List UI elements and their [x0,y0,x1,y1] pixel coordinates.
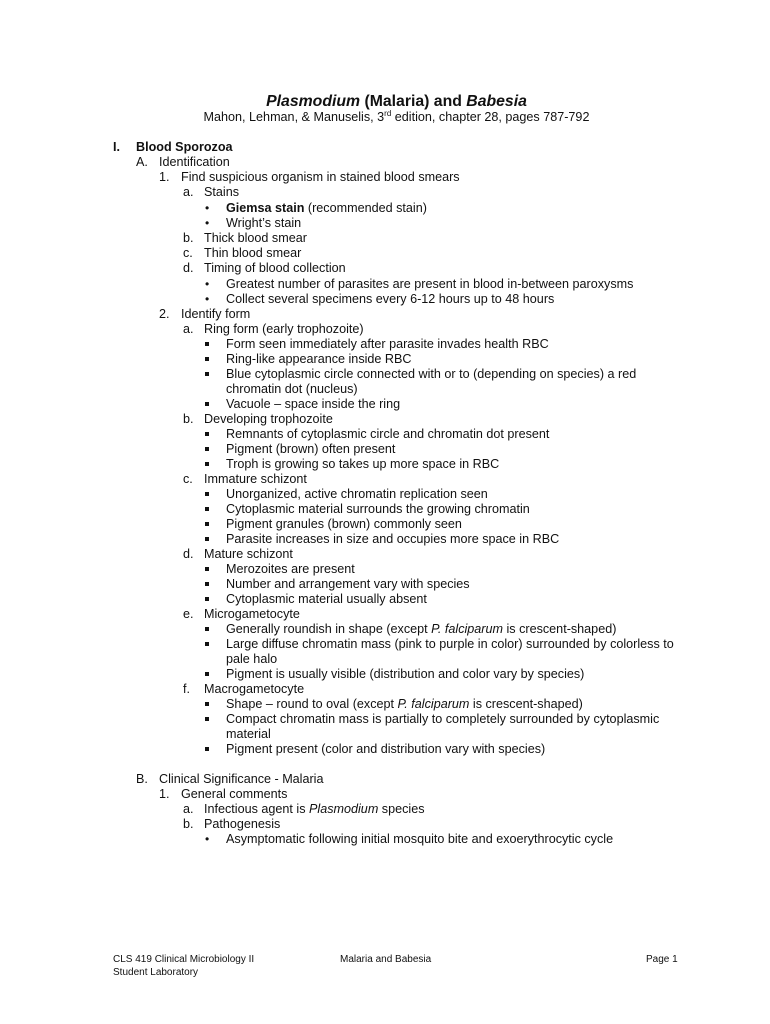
outline-text [181,170,460,185]
text-run: Microgametocyte [204,607,300,621]
outline-text [159,155,230,170]
square-bullet-icon [205,637,209,652]
text-run: Greatest number of parasites are present in blood in-between paroxysms [226,277,634,291]
footer-course: CLS 419 Clinical Microbiology II [113,954,255,965]
outline-marker: B. [136,772,148,786]
text-run: Developing trophozoite [204,412,333,426]
outline-text [226,742,545,757]
text-run: Cytoplasmic material surrounds the growing chromatin [226,502,530,516]
text-run: Ring-like appearance inside RBC [226,352,412,366]
bold-text: Giemsa stain [226,201,305,215]
outline-text [226,622,616,637]
square-bullet-icon [205,397,209,412]
text-run: Pigment granules (brown) commonly seen [226,517,462,531]
square-bullet-icon [205,712,209,727]
outline-text [226,201,427,216]
square-bullet-icon [205,442,209,457]
square-bullet-icon [205,667,209,682]
text-run: Thin blood smear [204,246,302,260]
text-run: Remnants of cytoplasmic circle and chromatin dot present [226,427,550,441]
text-run: is crescent-shaped) [503,622,617,636]
text-run: Timing of blood collection [204,261,346,275]
text-run: Cytoplasmic material usually absent [226,592,427,606]
subtitle-text: Mahon, Lehman, & Manuselis, 3 [203,110,385,124]
text-run: species [378,802,425,816]
square-bullet-icon [205,742,209,757]
square-bullet-icon [205,592,209,607]
italic-text: P. falciparum [431,622,503,636]
outline-text [226,487,488,502]
outline-marker: 1. [159,787,170,801]
outline-text [204,231,307,246]
outline-text [204,246,301,261]
outline-text [204,682,304,697]
text-run: Large diffuse chromatin mass (pink to purple in color) surrounded by colorless to [226,637,674,651]
footer-page-number: Page 1 [646,954,678,965]
outline-marker: d. [183,261,194,275]
outline-text [204,472,307,487]
outline-marker: b. [183,817,194,831]
outline-marker: a. [183,185,194,199]
text-run: Pigment (brown) often present [226,442,396,456]
outline-marker: e. [183,607,194,621]
text-run: Blood Sporozoa [136,140,233,154]
text-run: Macrogametocyte [204,682,305,696]
italic-text: P. falciparum [397,697,470,711]
text-run: Identification [159,155,230,169]
text-run: Mature schizont [204,547,293,561]
outline-text [226,337,549,352]
outline-marker: a. [183,322,194,336]
square-bullet-icon [205,427,209,442]
outline-text [181,307,250,322]
document-subtitle [0,110,770,125]
outline-text [226,427,549,442]
text-run: Wright’s stain [226,216,302,230]
outline-marker: 2. [159,307,170,321]
text-run: material [226,727,271,741]
title-plasmodium: Plasmodium [266,93,361,110]
text-run: Merozoites are present [226,562,355,576]
outline-text [226,667,584,682]
outline-text [226,397,400,412]
outline-marker: c. [183,246,193,260]
outline-text [226,352,412,367]
outline-text [204,261,346,276]
bullet-icon: • [205,216,210,230]
outline-text [136,140,233,155]
text-run: Find suspicious organism in stained blood smears [181,170,460,184]
text-run: Thick blood smear [204,231,307,245]
outline-text [204,185,239,200]
text-run: Parasite increases in size and occupies more space in RBC [226,532,560,546]
title-babesia: Babesia [466,93,527,110]
outline-text [226,502,530,517]
square-bullet-icon [205,562,209,577]
outline-marker: b. [183,412,194,426]
outline-text [204,817,280,832]
outline-text [159,772,323,787]
outline-text [226,712,659,727]
footer-lab: Student Laboratory [113,967,199,978]
outline-text [226,562,355,577]
text-run: Stains [204,185,240,199]
text-run: Asymptomatic following initial mosquito bite and exoerythrocytic cycle [226,832,614,846]
outline-text [226,517,462,532]
text-run: Pathogenesis [204,817,281,831]
outline-text [204,802,425,817]
text-run: Vacuole – space inside the ring [226,397,401,411]
square-bullet-icon [205,622,209,637]
outline-text [181,787,287,802]
text-run: Generally roundish in shape (except [226,622,432,636]
text-run: (recommended stain) [304,201,427,215]
outline-marker: c. [183,472,193,486]
square-bullet-icon [205,337,209,352]
outline-text [226,457,499,472]
text-run: Shape – round to oval (except [226,697,398,711]
footer-section-title: Malaria and Babesia [340,954,432,965]
outline-text [204,322,364,337]
text-run: Clinical Significance - Malaria [159,772,324,786]
outline-text [226,382,358,397]
outline-text [226,637,674,652]
title-middle: (Malaria) and [360,93,467,110]
text-run: Form seen immediately after parasite invades health RBC [226,337,549,351]
square-bullet-icon [205,517,209,532]
outline-text [226,442,395,457]
text-run: is crescent-shaped) [469,697,583,711]
outline-text [226,652,277,667]
outline-text [204,547,293,562]
text-run: Identify form [181,307,251,321]
bullet-icon: • [205,277,210,291]
bullet-icon: • [205,201,210,215]
outline-text [204,607,300,622]
outline-text [204,412,333,427]
italic-text: Plasmodium [309,802,379,816]
outline-text [226,592,427,607]
text-run: Troph is growing so takes up more space in RBC [226,457,500,471]
text-run: Compact chromatin mass is partially to completely surrounded by cytoplasmic [226,712,660,726]
text-run: Number and arrangement vary with species [226,577,470,591]
text-run: pale halo [226,652,278,666]
outline-text [226,216,301,231]
text-run: Pigment present (color and distribution vary with species) [226,742,546,756]
subtitle-text-end: edition, chapter 28, pages 787-792 [391,110,590,124]
text-run: Blue cytoplasmic circle connected with or to (depending on species) a red [226,367,637,381]
text-run: Immature schizont [204,472,307,486]
outline-text [226,277,633,292]
bullet-icon: • [205,292,210,306]
outline-marker: d. [183,547,194,561]
text-run: General comments [181,787,288,801]
subtitle-superscript: rd [384,109,392,118]
outline-marker: I. [113,140,120,154]
outline-text [226,577,470,592]
square-bullet-icon [205,697,209,712]
outline-text [226,727,271,742]
outline-text [226,292,554,307]
square-bullet-icon [205,352,209,367]
outline-marker: A. [136,155,148,169]
square-bullet-icon [205,457,209,472]
bullet-icon: • [205,832,210,846]
text-run: Ring form (early trophozoite) [204,322,364,336]
text-run: Infectious agent is [204,802,310,816]
square-bullet-icon [205,502,209,517]
text-run: Collect several specimens every 6-12 hours up to 48 hours [226,292,555,306]
outline-text [226,832,613,847]
text-run: Pigment is usually visible (distribution and color vary by species) [226,667,585,681]
outline-marker: 1. [159,170,170,184]
square-bullet-icon [205,532,209,547]
square-bullet-icon [205,577,209,592]
square-bullet-icon [205,367,209,382]
outline-text [226,367,636,382]
outline-marker: f. [183,682,190,696]
outline-text [226,697,583,712]
text-run: chromatin dot (nucleus) [226,382,358,396]
outline-marker: a. [183,802,194,816]
text-run: Unorganized, active chromatin replication seen [226,487,488,501]
outline-text [226,532,559,547]
outline-marker: b. [183,231,194,245]
square-bullet-icon [205,487,209,502]
